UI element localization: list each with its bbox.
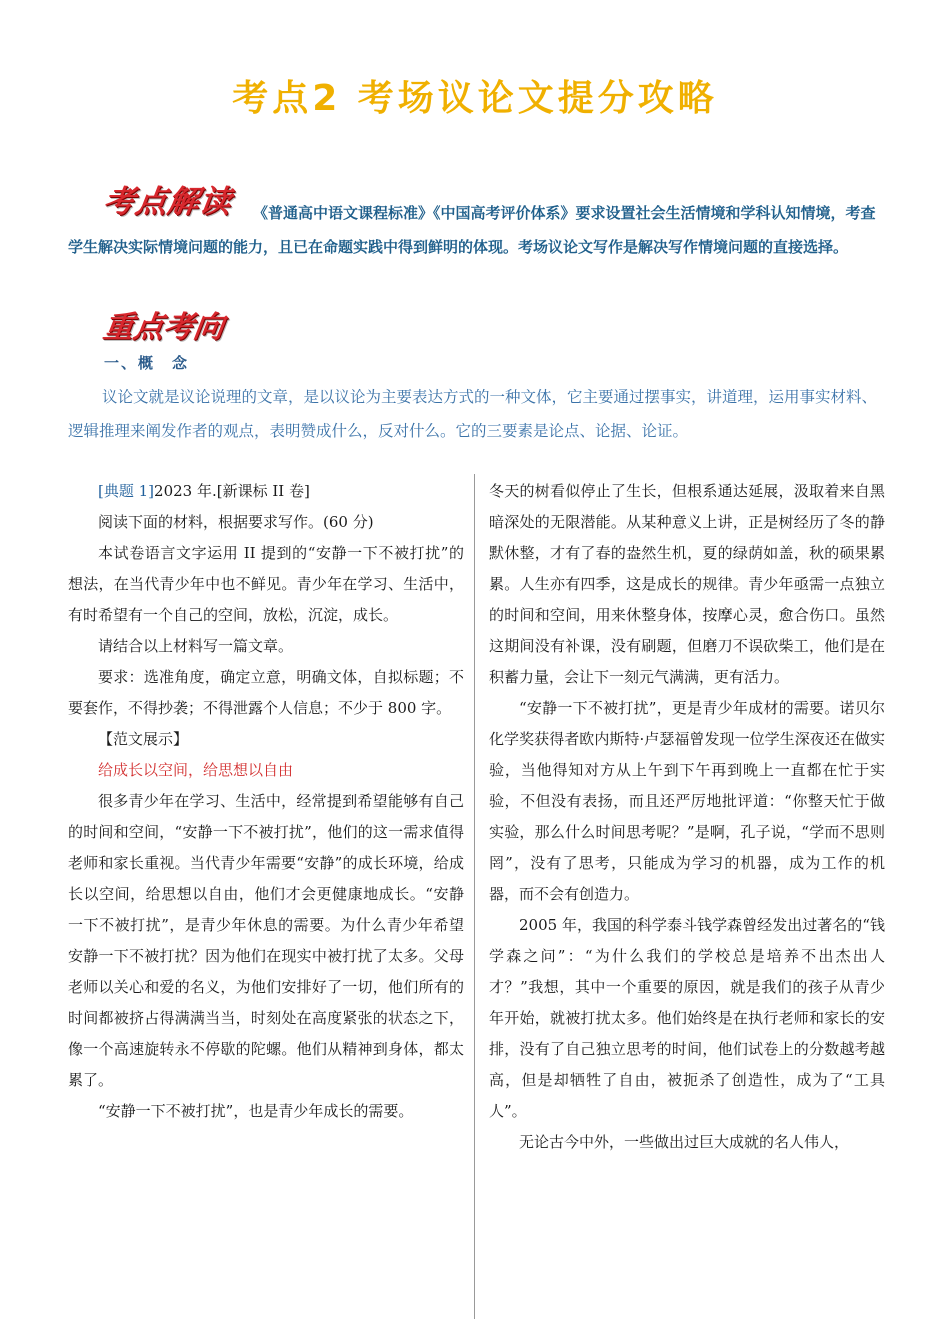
- page-title: 考点2 考场议论文提分攻略: [232, 78, 718, 119]
- kaodian-banner: 考点解读: [100, 184, 235, 220]
- left-paragraph-6: 很多青少年在学习、生活中，经常提到希望能够有自己的时间和空间，“安静一下不被打扰”，他们的这一需求值得老师和家长重视。当代青少年需要“安静”的成长环境，给成长以空间，给思想以自由，他们才会更健康地成长。“安静一下不被打扰”，是青少年休息的需要。为什么青少年希望安静一下不被打扰？因为他们在现实中被打扰了太多。父母老师以关心和爱的名义，为他们安排好了一切，他们所有的时间都被挤占得满满当当，时刻处在高度紧张的状态之下，像一个高速旋转永不停歇的陀螺。他们从精神到身体，都太累了。: [68, 792, 464, 1089]
- left-column: [68, 476, 464, 1127]
- left-paragraph-3: 请结合以上材料写一篇文章。: [98, 637, 294, 655]
- essay-title: 给成长以空间，给思想以自由: [98, 761, 294, 779]
- right-paragraph-2: “安静一下不被打扰”，更是青少年成材的需要。诺贝尔化学奖获得者欧内斯特·卢瑟福曾发现一位学生深夜还在做实验，当他得知对方从上午到下午再到晚上一直都在忙于实验，不但没有表扬，而且还严厉地批评道：“你整天忙于做实验，那么什么时间思考呢？”是啊，孔子说，“学而不思则罔”，没有了思考，只能成为学习的机器，成为工作的机器，而不会有创造力。: [489, 699, 885, 903]
- intro-paragraph: 《普通高中语文课程标准》《中国高考评价体系》要求设置社会生活情境和学科认知情境，考查学生解决实际情境问题的能力，且已在命题实践中得到鲜明的体现。考场议论文写作是解决写作情境问题的直接选择。: [68, 204, 876, 256]
- left-paragraph-7: “安静一下不被打扰”，也是青少年成长的需要。: [98, 1102, 414, 1120]
- left-paragraph-4: 要求：选准角度，确定立意，明确文体，自拟标题；不要套作，不得抄袭；不得泄露个人信息；不少于 800 字。: [68, 668, 464, 717]
- zhongdian-banner: 重点考向: [101, 310, 226, 345]
- column-divider: [474, 474, 475, 1319]
- left-paragraph-1: 阅读下面的材料，根据要求写作。(60 分): [98, 513, 374, 531]
- section-heading: 一、概 念: [104, 354, 190, 372]
- right-paragraph-4: 无论古今中外，一些做出过巨大成就的名人伟人，: [519, 1133, 850, 1151]
- sample-label: 【范文展示】: [98, 730, 189, 748]
- example-source: [68, 476, 464, 507]
- right-paragraph-1: 冬天的树看似停止了生长，但根系通达延展，汲取着来自黑暗深处的无限潜能。从某种意义上讲，正是树经历了冬的静默休整，才有了春的盎然生机，夏的绿荫如盖，秋的硕果累累。人生亦有四季，这是成长的规律。青少年亟需一点独立的时间和空间，用来休整身体，按摩心灵，愈合伤口。虽然这期间没有补课，没有刷题，但磨刀不误砍柴工，他们是在积蓄力量，会让下一刻元气满满，更有活力。: [489, 482, 885, 686]
- right-paragraph-3: 2005 年，我国的科学泰斗钱学森曾经发出过著名的“钱学森之问”：“为什么我们的学校总是培养不出杰出人才？”我想，其中一个重要的原因，就是我们的孩子从青少年开始，就被打扰太多。他们始终是在执行老师和家长的安排，没有了自己独立思考的时间，他们试卷上的分数越考越高，但是却牺牲了自由，被扼杀了创造性，成为了“工具人”。: [489, 916, 885, 1120]
- right-column: [489, 476, 885, 1158]
- left-paragraph-2: 本试卷语言文字运用 II 提到的“安静一下不被打扰”的想法，在当代青少年中也不鲜见。青少年在学习、生活中，有时希望有一个自己的空间，放松，沉淀，成长。: [68, 544, 464, 624]
- concept-paragraph: 议论文就是议论说理的文章，是以议论为主要表达方式的一种文体，它主要通过摆事实，讲道理，运用事实材料、逻辑推理来阐发作者的观点，表明赞成什么，反对什么。它的三要素是论点、论据、论证。: [68, 388, 878, 440]
- example-tag: [典题 1]: [98, 482, 155, 500]
- example-year: 2023 年.[新课标 II 卷]: [154, 482, 310, 500]
